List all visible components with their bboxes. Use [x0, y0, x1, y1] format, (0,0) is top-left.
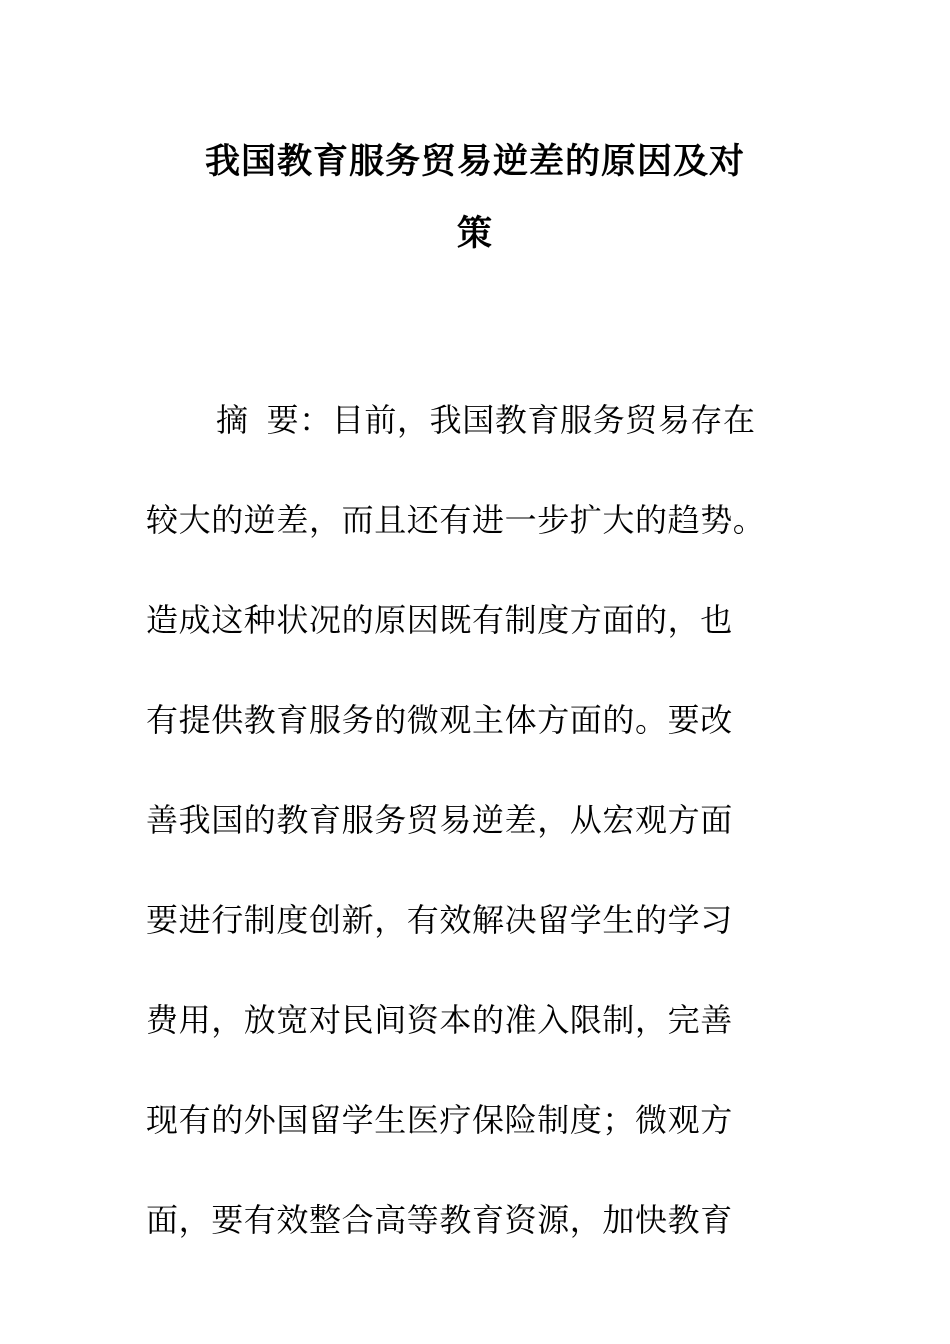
abstract-line-6: 要进行制度创新，有效解决留学生的学习 [146, 901, 733, 939]
title-line-1: 我国教育服务贸易逆差的原因及对 [204, 142, 745, 182]
title-line-2: 策 [456, 214, 493, 254]
abstract-line-2: 较大的逆差，而且还有进一步扩大的趋势。 [146, 501, 766, 539]
abstract-line-4: 有提供教育服务的微观主体方面的。要改 [146, 701, 733, 739]
abstract-label-part2: 要： [266, 401, 332, 439]
abstract-line-3: 造成这种状况的原因既有制度方面的，也 [146, 601, 733, 639]
abstract-line-1 [146, 370, 806, 470]
abstract-paragraph [146, 370, 806, 1270]
document-title [140, 126, 810, 270]
abstract-line-8: 现有的外国留学生医疗保险制度；微观方 [146, 1101, 733, 1139]
abstract-line-9: 面，要有效整合高等教育资源，加快教育 [146, 1201, 733, 1239]
abstract-text-line-1: 目前，我国教育服务贸易存在 [331, 401, 756, 439]
abstract-line-5: 善我国的教育服务贸易逆差，从宏观方面 [146, 801, 733, 839]
abstract-line-7: 费用，放宽对民间资本的准入限制，完善 [146, 1001, 733, 1039]
abstract-label-part1: 摘 [216, 401, 249, 439]
